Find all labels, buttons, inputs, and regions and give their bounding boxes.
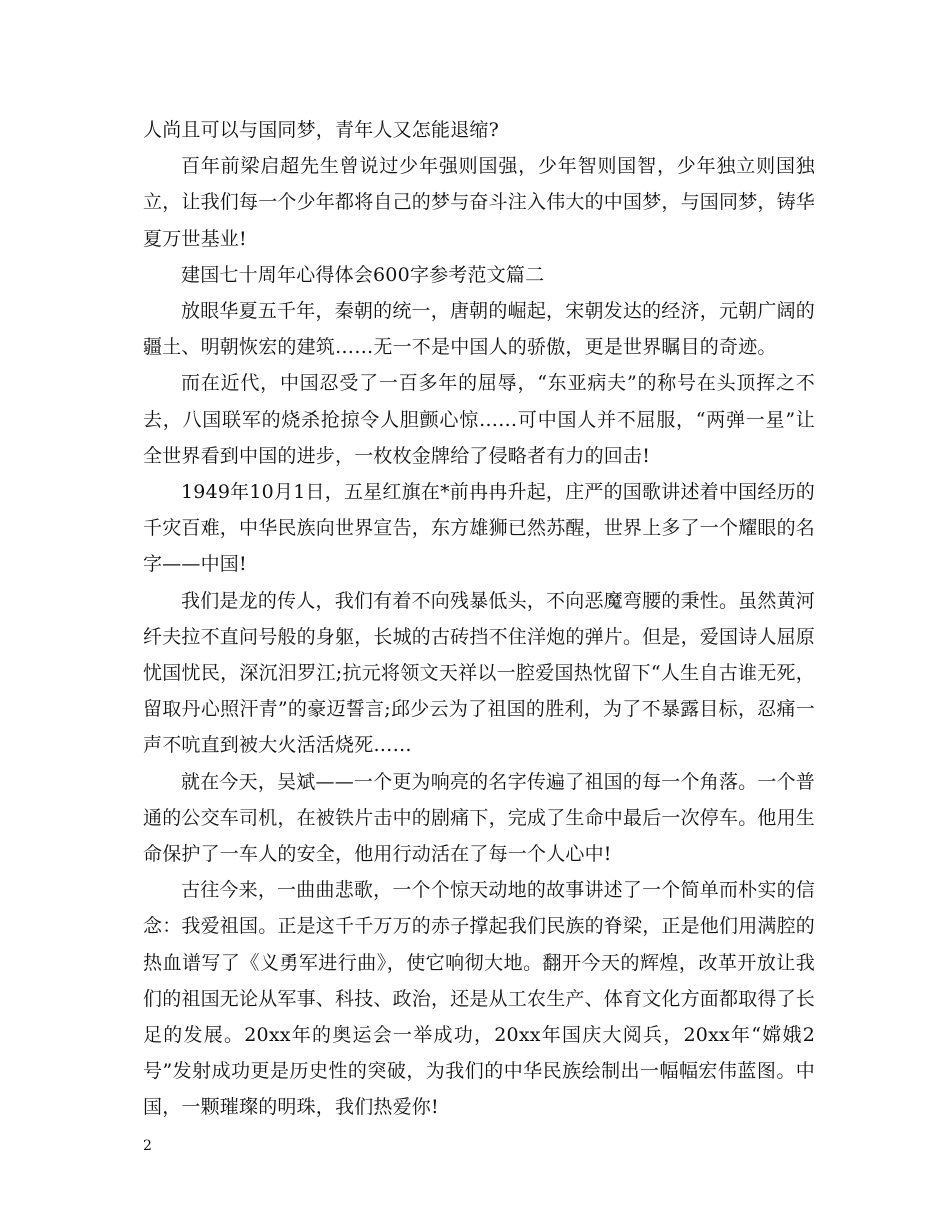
paragraph-3: 放眼华夏五千年，秦朝的统一，唐朝的崛起，宋朝发达的经济，元朝广阔的疆土、明朝恢宏的建筑……无一不是中国人的骄傲，更是世界瞩目的奇迹。 bbox=[143, 300, 815, 359]
paragraph-6: 我们是龙的传人，我们有着不向残暴低头，不向恶魔弯腰的秉性。虽然黄河纤夫拉不直问号般的身躯，长城的古砖挡不住洋炮的弹片。但是，爱国诗人屈原忧国忧民，深沉汨罗江;抗元将领文天祥以一腔爱国热忱留下“人生自古谁无死，留取丹心照汗青”的豪迈誓言;邱少云为了祖国的胜利，为了不暴露目标，忍痛一声不吭直到被大火活活烧死…… bbox=[143, 589, 816, 757]
paragraph-4: 而在近代，中国忍受了一百多年的屈辱，“东亚病夫”的称号在头顶挥之不去，八国联军的烧杀抢掠令人胆颤心惊……可中国人并不屈服，“两弹一星”让全世界看到中国的进步，一枚枚金牌给了侵略者有力的回击! bbox=[143, 372, 815, 467]
paragraph-1: 人尚且可以与国同梦，青年人又怎能退缩? bbox=[143, 119, 499, 141]
paragraph-8: 古往今来，一曲曲悲歌，一个个惊天动地的故事讲述了一个简单而朴实的信念：我爱祖国。正是这千千万万的赤子撑起我们民族的脊梁，正是他们用满腔的热血谱写了《义勇军进行曲》，使它响彻大地。翻开今天的辉煌，改革开放让我们的祖国无论从军事、科技、政治，还是从工农生产、体育文化方面都取得了长足的发展。20xx年的奥运会一举成功，20xx年国庆大阅兵，20xx年“嫦娥2号”发射成功更是历史性的突破，为我们的中华民族绘制出一幅幅宏伟蓝图。中国，一颗璀璨的明珠，我们热爱你! bbox=[143, 879, 816, 1119]
page-number: 2 bbox=[143, 1138, 152, 1154]
section-heading: 建国七十周年心得体会600字参考范文篇二 bbox=[181, 263, 545, 286]
paragraph-5: 1949年10月1日，五星红旗在*前冉冉升起，庄严的国歌讲述着中国经历的千灾百难，中华民族向世界宣告，东方雄狮已然苏醒，世界上多了一个耀眼的名字——中国! bbox=[143, 481, 816, 576]
paragraph-7: 就在今天，吴斌——一个更为响亮的名字传遍了祖国的每一个角落。一个普通的公交车司机，在被铁片击中的剧痛下，完成了生命中最后一次停车。他用生命保护了一车人的安全，他用行动活在了每一个人心中! bbox=[143, 770, 816, 866]
paragraph-2: 百年前梁启超先生曾说过少年强则国强，少年智则国智，少年独立则国独立，让我们每一个少年都将自己的梦与奋斗注入伟大的中国梦，与国同梦，铸华夏万世基业! bbox=[143, 155, 816, 250]
body-text bbox=[143, 112, 815, 1126]
